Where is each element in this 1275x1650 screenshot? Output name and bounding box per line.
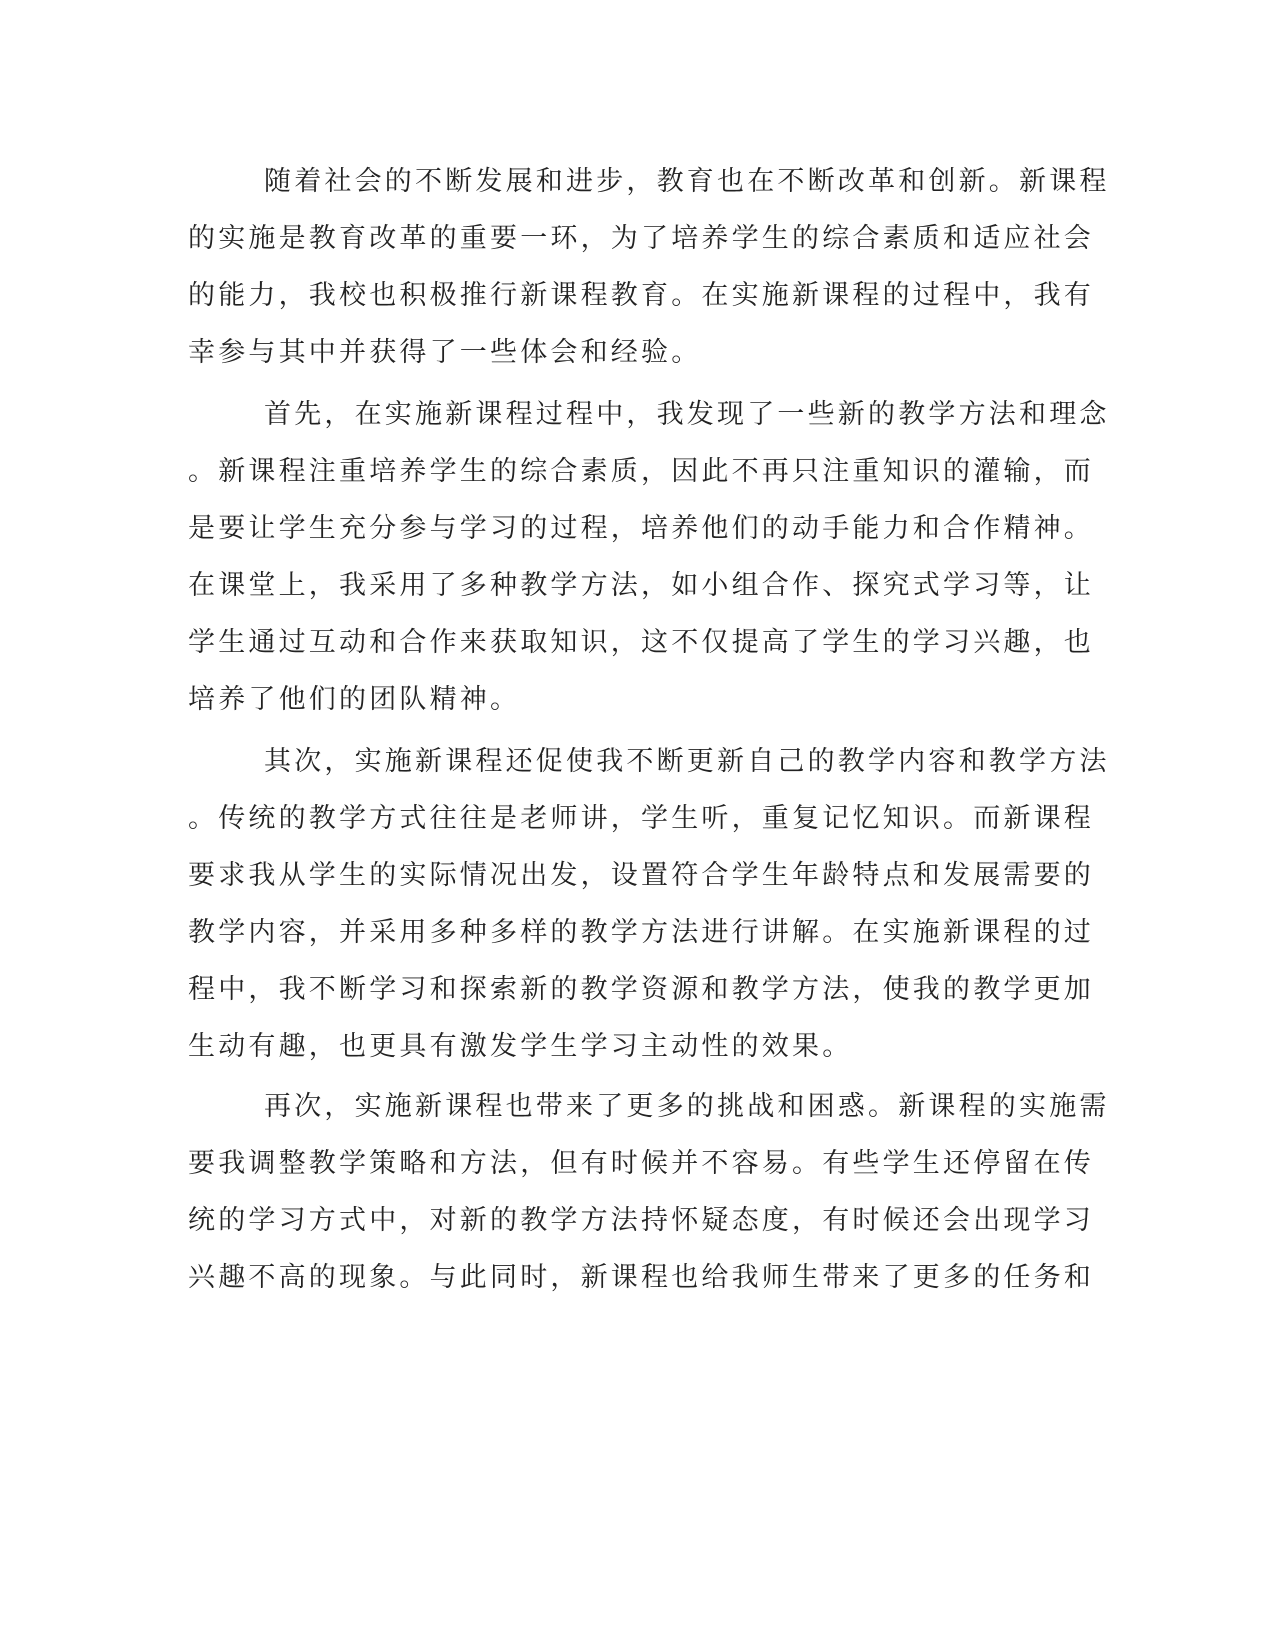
paragraph-line: 统的学习方式中，对新的教学方法持怀疑态度，有时候还会出现学习 — [188, 1205, 1094, 1236]
paragraph-line: 在课堂上，我采用了多种教学方法，如小组合作、探究式学习等，让 — [188, 570, 1094, 601]
paragraph-line: 教学内容，并采用多种多样的教学方法进行讲解。在实施新课程的过 — [188, 917, 1094, 948]
paragraph-line: 随着社会的不断发展和进步，教育也在不断改革和创新。新课程 — [264, 166, 1110, 197]
paragraph-line: 学生通过互动和合作来获取知识，这不仅提高了学生的学习兴趣，也 — [188, 627, 1094, 658]
paragraph-line: 是要让学生充分参与学习的过程，培养他们的动手能力和合作精神。 — [188, 513, 1094, 544]
paragraph-line: 要我调整教学策略和方法，但有时候并不容易。有些学生还停留在传 — [188, 1148, 1094, 1179]
paragraph-line: 幸参与其中并获得了一些体会和经验。 — [188, 337, 702, 368]
paragraph-line: 首先，在实施新课程过程中，我发现了一些新的教学方法和理念 — [264, 399, 1110, 430]
paragraph-line: 程中，我不断学习和探索新的教学资源和教学方法，使我的教学更加 — [188, 974, 1094, 1005]
paragraph-line: 再次，实施新课程也带来了更多的挑战和困惑。新课程的实施需 — [264, 1091, 1110, 1122]
paragraph-line: 要求我从学生的实际情况出发，设置符合学生年龄特点和发展需要的 — [188, 860, 1094, 891]
paragraph-line: 其次，实施新课程还促使我不断更新自己的教学内容和教学方法 — [264, 746, 1110, 777]
paragraph-line: 的实施是教育改革的重要一环，为了培养学生的综合素质和适应社会 — [188, 223, 1094, 254]
paragraph-line: 。新课程注重培养学生的综合素质，因此不再只注重知识的灌输，而 — [188, 456, 1094, 487]
paragraph-line: 培养了他们的团队精神。 — [188, 684, 521, 715]
paragraph-line: 。传统的教学方式往往是老师讲，学生听，重复记忆知识。而新课程 — [188, 803, 1094, 834]
paragraph-line: 生动有趣，也更具有激发学生学习主动性的效果。 — [188, 1031, 853, 1062]
paragraph-line: 兴趣不高的现象。与此同时，新课程也给我师生带来了更多的任务和 — [188, 1262, 1094, 1293]
paragraph-line: 的能力，我校也积极推行新课程教育。在实施新课程的过程中，我有 — [188, 280, 1094, 311]
